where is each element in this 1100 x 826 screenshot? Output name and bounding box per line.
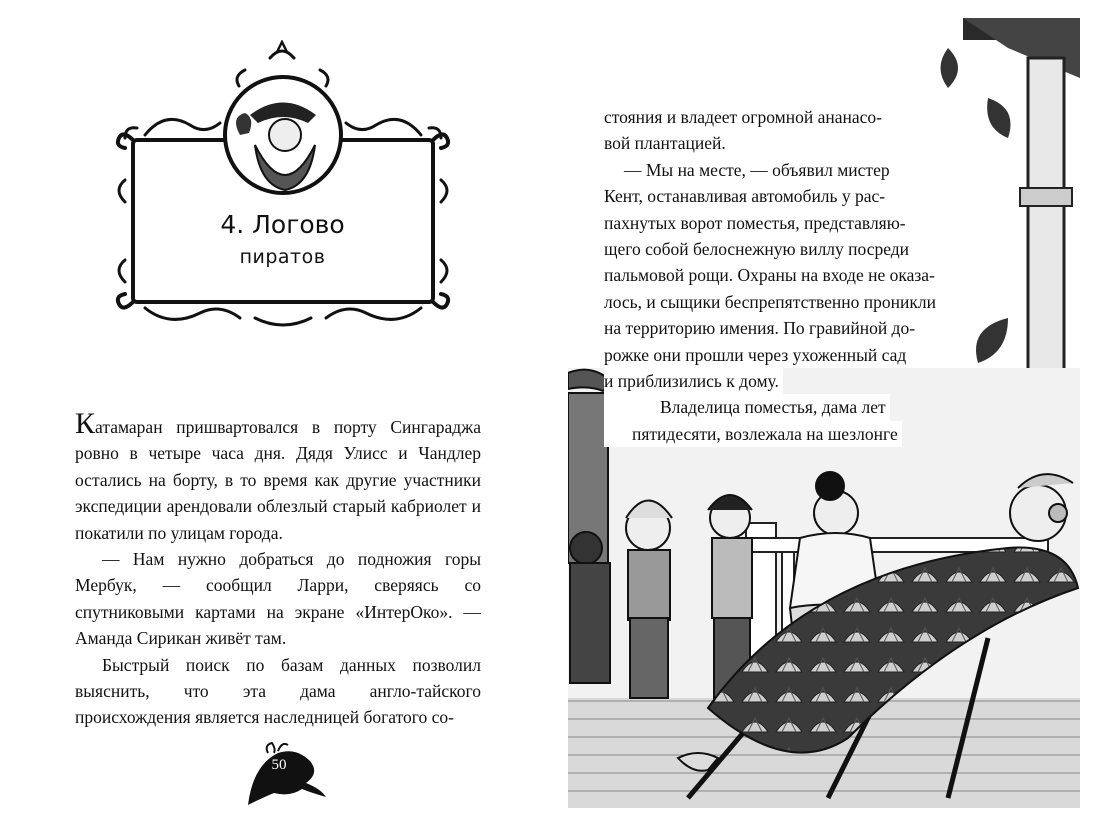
text-line: и приблизились к дому.: [604, 368, 783, 394]
text-line: стояния и владеет огромной ананасо-: [604, 104, 886, 130]
text-line: щего собой белоснежную виллу посреди: [604, 236, 913, 262]
drop-cap: К: [75, 407, 96, 440]
chapter-subtitle: пиратов: [239, 246, 326, 268]
text-line: вой плантацией.: [604, 130, 730, 156]
ornamental-frame: [105, 40, 460, 330]
paragraph-3: Быстрый поиск по базам данных позволил выяснить, что эта дама англо-тайского происхождения является наследницей богатого со-: [75, 654, 481, 728]
paragraph-1-text: атамаран пришвартовался в порту Сингараджа ровно в четыре часа дня. Дядя Улисс и Чандлер остались на борту, в то время как другие участники экспедиции арендовали облезлый старый кабриолет и покатили по улицам города.: [75, 417, 481, 543]
chapter-header: [105, 40, 460, 330]
right-page-text: [604, 104, 992, 447]
right-page-body: [604, 104, 992, 447]
chapter-title: 4. Логово: [220, 210, 345, 239]
left-page-body: [75, 407, 481, 731]
text-line: пятидесяти, возлежала на шезлонге: [604, 421, 902, 447]
text-line: на территорию имения. По гравийной до-: [604, 315, 919, 341]
paragraph-1: [75, 407, 481, 546]
page-number: 50: [271, 757, 287, 773]
text-line: Владелица поместья, дама лет: [604, 394, 890, 420]
text-line: пахнутых ворот поместья, представляю-: [604, 210, 910, 236]
text-line: Кент, останавливая автомобиль у рас-: [604, 183, 889, 209]
text-line: рожке они прошли через ухоженный сад: [604, 342, 910, 368]
paragraph-2: — Нам нужно добраться до подножия горы Мербук, — сообщил Ларри, сверяясь со спутниковыми картами на экране «ИнтерОко». — Аманда Сирикан живёт там.: [75, 549, 481, 649]
text-line: — Мы на месте, — объявил мистер: [604, 157, 894, 183]
text-line: пальмовой рощи. Охраны на входе не оказа-: [604, 262, 939, 288]
text-line: лось, и сыщики беспрепятственно проникли: [604, 289, 940, 315]
page-number-badge: [238, 735, 328, 810]
